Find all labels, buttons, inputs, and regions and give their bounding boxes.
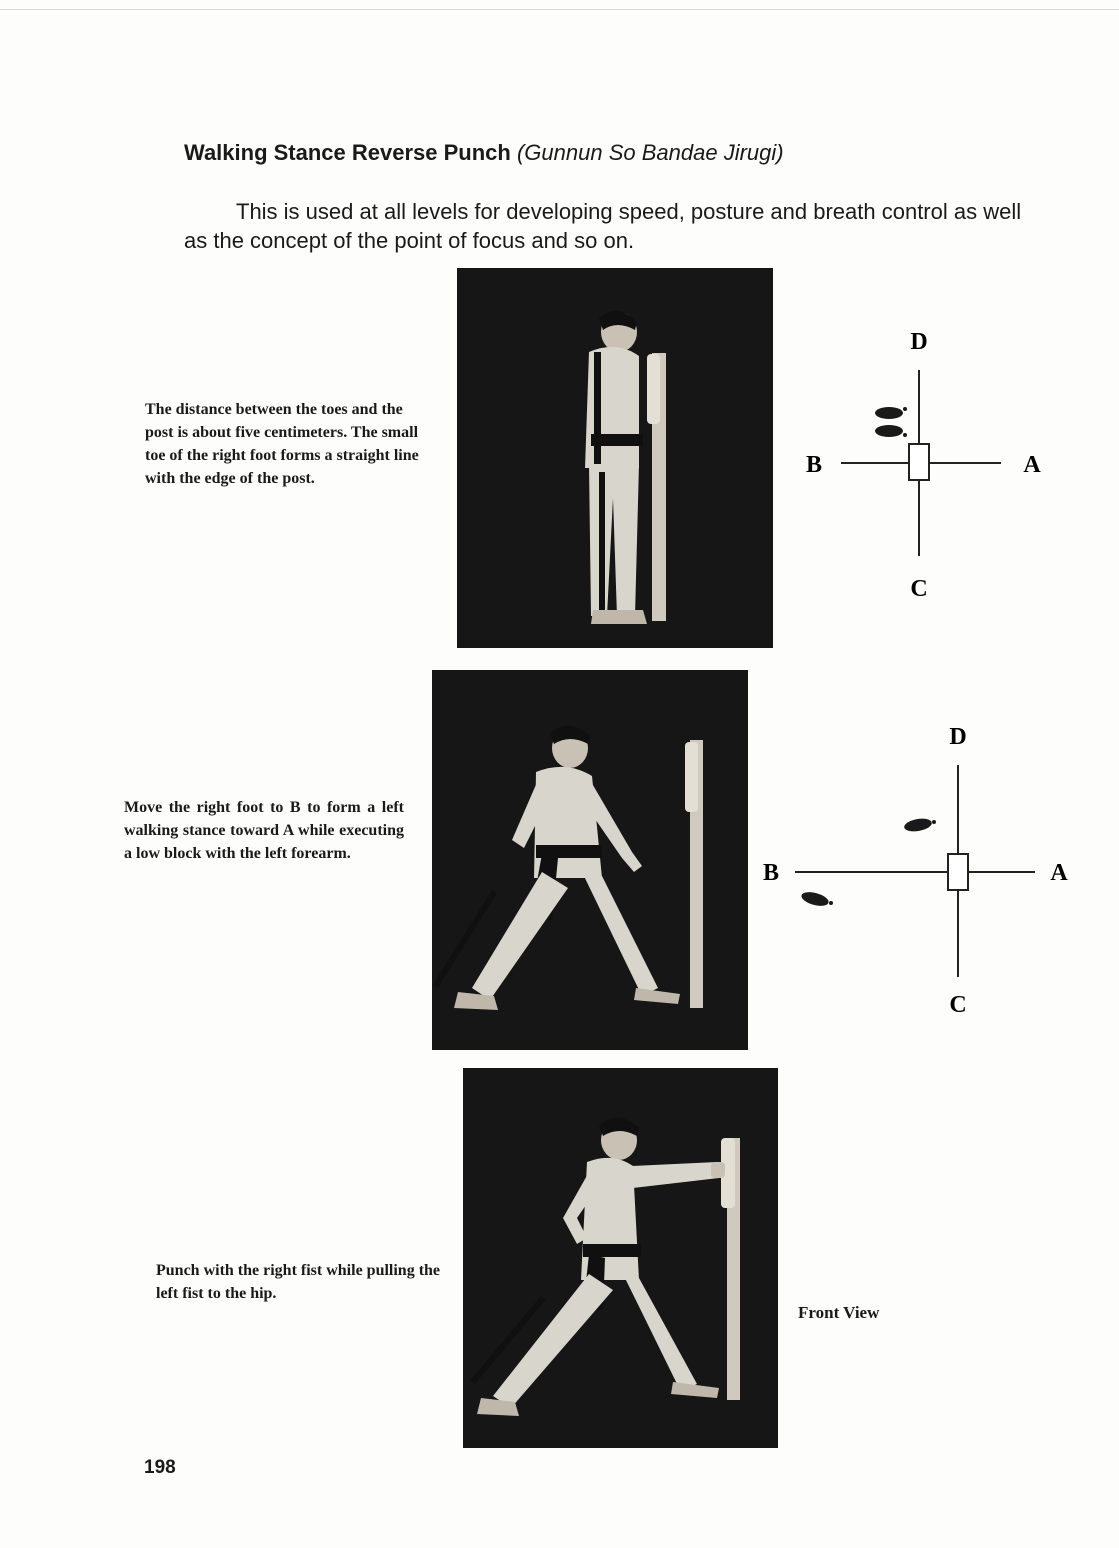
right-footprint-icon <box>800 890 833 909</box>
walking-stance-figure <box>432 670 748 1050</box>
direction-c: C <box>949 992 967 1018</box>
step2-caption: Move the right foot to B to form a left walking stance toward A while executing a low block with the left forearm. <box>124 799 404 862</box>
intro-paragraph: This is used at all levels for developing speed, posture and breath control as well as the concept of the point of focus and so on. <box>184 199 1022 253</box>
page-title <box>184 140 784 166</box>
step1-caption: The distance between the toes and the post is about five centimeters. The small toe of the right foot forms a straight line with the edge of the post. <box>145 401 419 487</box>
footprint-icon <box>875 407 907 437</box>
direction-b: B <box>762 860 780 886</box>
reverse-punch-figure <box>463 1068 778 1448</box>
direction-a: A <box>1050 860 1068 886</box>
step1-photo <box>457 268 773 648</box>
direction-d: D <box>949 724 967 750</box>
direction-c: C <box>910 576 928 600</box>
left-footprint-icon <box>903 817 936 834</box>
direction-a: A <box>1023 452 1041 478</box>
step3-photo <box>463 1068 778 1448</box>
top-rule <box>0 9 1119 10</box>
title-korean: (Gunnun So Bandae Jirugi) <box>516 140 784 165</box>
title-main: Walking Stance Reverse Punch <box>184 140 511 165</box>
page-number: 198 <box>144 1457 176 1478</box>
step2-photo <box>432 670 748 1050</box>
front-view-label: Front View <box>798 1303 880 1322</box>
step2-diagram <box>755 715 1075 1025</box>
step3-caption: Punch with the right fist while pulling the left fist to the hip. <box>156 1262 441 1302</box>
direction-d: D <box>910 329 928 355</box>
direction-b: B <box>805 452 823 478</box>
step1-diagram <box>796 320 1056 600</box>
ready-stance-figure <box>457 268 773 648</box>
